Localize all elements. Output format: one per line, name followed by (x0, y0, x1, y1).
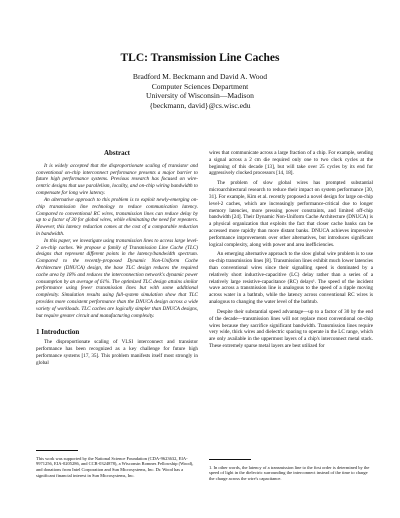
intro-paragraph: The disproportionate scaling of VLSI interconnect and transistor performance has been recognized as a key challenge for future high performance systems [17, 35]. This problem manifests itself most strongly in global (36, 339, 198, 366)
footnote-left (36, 447, 198, 483)
abstract-paragraph: It is widely accepted that the disproportionate scaling of transistor and conventional on-chip interconnect performance presents a major barrier to future high performance systems. Previous research has focused on wire-centric designs that use parallelism, locality, and on-chip wiring bandwidth to compensate for long wire latency. (36, 162, 198, 197)
author-university: University of Wisconsin—Madison (146, 91, 254, 101)
body-paragraph: Despite their substantial speed advantage—up to a factor of 30 by the end of the decade—transmission lines will not replace most conventional on-chip wires because they sacrifice significant bandwidth. Transmission lines require very wide, thick wires and dielectric spacing to operate in the LC range, which are only available in the uppermost layers of a chip's interconnect metal stack. These extremely sparse metal layers are best utilized for (209, 308, 373, 349)
footnote-rule (209, 459, 251, 460)
author-block (0, 72, 400, 110)
latency-footnote: 1. In other words, the latency of a transmission line to the first order is determined by the speed of light in the dielectric surrounding the interconnect instead of the time to charge the charge across the wire's capacitance. (209, 464, 370, 482)
abstract (36, 150, 198, 320)
section-heading-introduction: 1 Introduction (36, 327, 80, 336)
body-paragraph: The problem of slow global wires has prompted substantial microarchitectural research to reduce their impact on system performance [30, 31]. For example, Kim et al. recently proposed a novel design for large on-chip level-2 caches, which are increasingly performance-critical due to longer memory latencies, more pressing power constraints, and limited off-chip bandwidth [24]. Their Dynamic Non-Uniform Cache Architecture (DNUCA) is a physical organization that exploits the fact that closer cache banks can be accessed more rapidly than more distant banks. DNUCA achieves impressive performance improvements over other alternatives, but introduces significant logical complexity, along with power and area inefficiencies. (209, 180, 373, 248)
abstract-heading: Abstract (103, 149, 131, 157)
body-paragraph: An emerging alternative approach to the slow global wire problem is to use on-chip transmission lines [8]. Transmission lines exhibit much lower latencies than conventional wires since their signalling speed is dominated by a relatively short inductive-capacitive (LC) delay rather than a series of a relatively large resistive-capacitance (RC) delays¹. The speed of the incident wave across a transmission line is analogous to the speed of a ripple moving across water in a bathtub, while the latency across conventional RC wires is analogous to changing the water level of the bathtub. (209, 251, 373, 306)
footnote-right (209, 456, 373, 486)
footnote-rule (36, 450, 78, 451)
title-block (0, 52, 400, 110)
paper-title: TLC: Transmission Line Caches (120, 52, 280, 64)
abstract-paragraph: An alternative approach to this problem is to exploit newly-emerging on-chip transmission line technology to reduce communication latency. Compared to conventional RC wires, transmission lines can reduce delay by up to a factor of 30 for global wires, while eliminating the need for repeaters. However, this latency reduction comes at the cost of a comparable reduction in bandwidth. (36, 196, 198, 237)
author-email: {beckmann, david}@cs.wisc.edu (149, 100, 251, 110)
abstract-paragraph: In this paper, we investigate using transmission lines to access large level-2 on-chip caches. We propose a family of Transmission Line Cache (TLC) designs that represent different points in the latency/bandwidth spectrum. Compared to the recently-proposed Dynamic Non-Uniform Cache Architecture (DNUCA) design, the base TLC design reduces the required cache area by 18% and reduces the interconnection network's dynamic power consumption by an average of 61%. The optimized TLC design attains similar performance using fewer transmission lines but with some additional complexity. Simulation results using full-system simulation show that TLC provides more consistent performance than the DNUCA design across a wide variety of workloads. TLC caches are logically simpler than DNUCA designs, but require greater circuit and manufacturing complexity. (36, 237, 198, 319)
right-column (209, 150, 373, 350)
author-department: Computer Sciences Department (151, 81, 249, 91)
author-names: Bradford M. Beckmann and David A. Wood (132, 72, 268, 81)
funding-footnote: This work was supported by the National Science Foundation (CDA-9623632, EIA-9971256, EIA-0205286, and CCR-0324878), a Wisconsin Romnes Fellowship (Wood), and donations from Intel Corporation and Sun Microsystems, Inc. Dr. Wood has a significant financial interest in Sun Microsystems, Inc. (36, 455, 194, 478)
left-column (36, 150, 198, 367)
body-paragraph: wires that communicate across a large fraction of a chip. For example, sending a signal across a 2 cm die required only one to two clock cycles at the beginning of this decade [13], but will take over 25 cycles by its end for aggressively clocked processors [14, 18]. (209, 150, 373, 177)
